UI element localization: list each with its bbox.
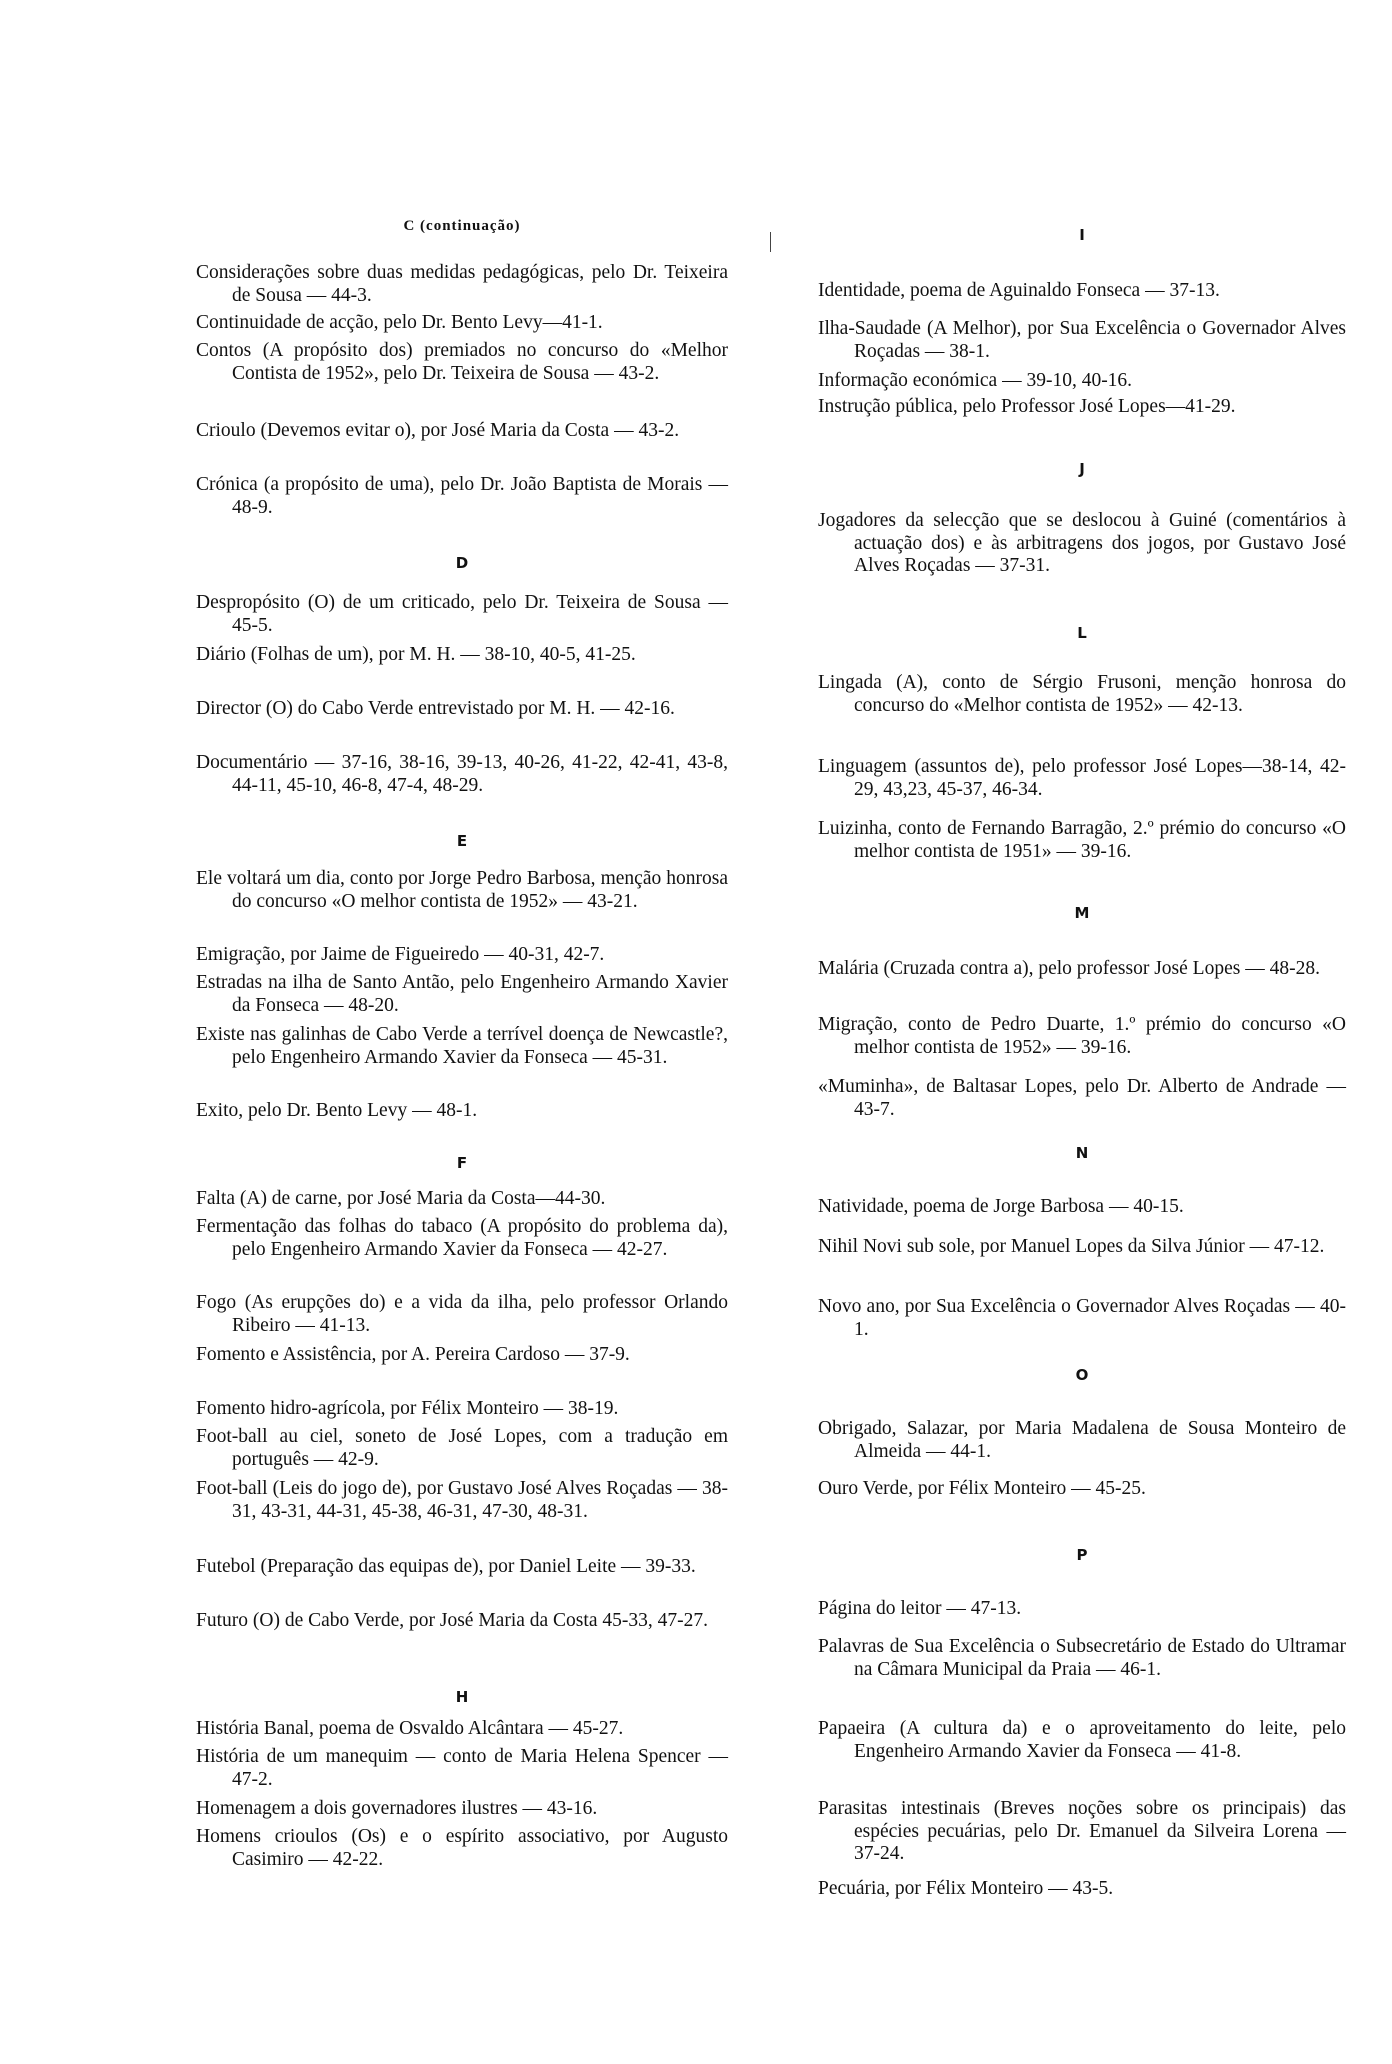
index-entry: Fomento hidro-agrícola, por Félix Monteiro — 38-19. (196, 1398, 619, 1419)
index-entry: Papaeira (A cultura da) e o aproveitamento do leite, pelo Engenheiro Armando Xavier da Fonseca — 41-8. (818, 1718, 1346, 1762)
index-entry: Contos (A propósito dos) premiados no concurso do «Melhor Contista de 1952», pelo Dr. Teixeira de Sousa — 43-2. (196, 340, 728, 384)
section-letter-l: L (1077, 624, 1087, 642)
index-entry: «Muminha», de Baltasar Lopes, pelo Dr. Alberto de Andrade — 43-7. (818, 1076, 1346, 1120)
index-entry: Fermentação das folhas do tabaco (A propósito do problema da), pelo Engenheiro Armando Xavier da Fonseca — 42-27. (196, 1216, 728, 1260)
index-entry: Obrigado, Salazar, por Maria Madalena de Sousa Monteiro de Almeida — 44-1. (818, 1418, 1346, 1462)
index-entry: Foot-ball au ciel, soneto de José Lopes, com a tradução em português — 42-9. (196, 1426, 728, 1470)
index-entry: Identidade, poema de Aguinaldo Fonseca — 37-13. (818, 280, 1220, 301)
index-entry: Informação económica — 39-10, 40-16. (818, 370, 1133, 391)
index-entry: Continuidade de acção, pelo Dr. Bento Levy—41-1. (196, 312, 603, 333)
index-entry: Futebol (Preparação das equipas de), por Daniel Leite — 39-33. (196, 1556, 696, 1577)
continuation-header: C (continuação) (403, 218, 521, 234)
index-entry: Crioulo (Devemos evitar o), por José Maria da Costa — 43-2. (196, 420, 680, 441)
index-entry: Falta (A) de carne, por José Maria da Costa—44-30. (196, 1188, 606, 1209)
index-entry: Despropósito (O) de um criticado, pelo Dr. Teixeira de Sousa — 45-5. (196, 592, 728, 636)
index-entry: Crónica (a propósito de uma), pelo Dr. João Baptista de Morais — 48-9. (196, 474, 728, 518)
index-entry: Considerações sobre duas medidas pedagógicas, pelo Dr. Teixeira de Sousa — 44-3. (196, 262, 728, 306)
index-entry: Emigração, por Jaime de Figueiredo — 40-31, 42-7. (196, 944, 605, 965)
index-entry: História Banal, poema de Osvaldo Alcântara — 45-27. (196, 1718, 624, 1739)
section-letter-e: E (456, 832, 468, 850)
index-entry: Página do leitor — 47-13. (818, 1598, 1022, 1619)
index-entry: Lingada (A), conto de Sérgio Frusoni, menção honrosa do concurso do «Melhor contista de 1952» — 42-13. (818, 672, 1346, 716)
index-entry: Ouro Verde, por Félix Monteiro — 45-25. (818, 1478, 1146, 1499)
section-letter-h: H (455, 1688, 469, 1706)
index-entry: Diário (Folhas de um), por M. H. — 38-10, 40-5, 41-25. (196, 644, 636, 665)
section-letter-n: N (1075, 1144, 1089, 1162)
index-entry: Ele voltará um dia, conto por Jorge Pedro Barbosa, menção honrosa do concurso «O melhor contista de 1952» — 43-21. (196, 868, 728, 912)
section-letter-f: F (456, 1154, 468, 1172)
index-entry: Foot-ball (Leis do jogo de), por Gustavo José Alves Roçadas — 38-31, 43-31, 44-31, 45-38, 46-31, 47-30, 48-31. (196, 1478, 728, 1522)
column-divider (770, 232, 771, 252)
section-letter-d: D (455, 554, 469, 572)
index-entry: Exito, pelo Dr. Bento Levy — 48-1. (196, 1100, 478, 1121)
section-letter-p: P (1076, 1546, 1088, 1564)
index-entry: Natividade, poema de Jorge Barbosa — 40-15. (818, 1196, 1184, 1217)
index-entry: Documentário — 37-16, 38-16, 39-13, 40-26, 41-22, 42-41, 43-8, 44-11, 45-10, 46-8, 47-4, 48-29. (196, 752, 728, 796)
index-entry: Parasitas intestinais (Breves noções sobre os principais) das espécies pecuárias, pelo Dr. Emanuel da Silveira Lorena — 37-24. (818, 1798, 1346, 1865)
index-entry: Futuro (O) de Cabo Verde, por José Maria da Costa 45-33, 47-27. (196, 1610, 708, 1631)
index-entry: Instrução pública, pelo Professor José Lopes—41-29. (818, 396, 1236, 417)
index-entry: Nihil Novi sub sole, por Manuel Lopes da Silva Júnior — 47-12. (818, 1236, 1325, 1257)
index-entry: Jogadores da selecção que se deslocou à Guiné (comentários à actuação dos) e às arbitragens dos jogos, por Gustavo José Alves Roçadas — 37-31. (818, 510, 1346, 577)
index-entry: Novo ano, por Sua Excelência o Governador Alves Roçadas — 40-1. (818, 1296, 1346, 1340)
index-entry: Estradas na ilha de Santo Antão, pelo Engenheiro Armando Xavier da Fonseca — 48-20. (196, 972, 728, 1016)
index-entry: Migração, conto de Pedro Duarte, 1.º prémio do concurso «O melhor contista de 1952» — 39-16. (818, 1014, 1346, 1058)
section-letter-o: O (1075, 1366, 1089, 1384)
section-letter-j: J (1079, 460, 1085, 478)
index-entry: Malária (Cruzada contra a), pelo professor José Lopes — 48-28. (818, 958, 1320, 979)
index-entry: Fomento e Assistência, por A. Pereira Cardoso — 37-9. (196, 1344, 630, 1365)
section-letter-m: M (1074, 904, 1090, 922)
index-entry: Homenagem a dois governadores ilustres — 43-16. (196, 1798, 598, 1819)
index-entry: Fogo (As erupções do) e a vida da ilha, pelo professor Orlando Ribeiro — 41-13. (196, 1292, 728, 1336)
index-entry: Linguagem (assuntos de), pelo professor José Lopes—38-14, 42-29, 43,23, 45-37, 46-34. (818, 756, 1346, 800)
index-entry: Palavras de Sua Excelência o Subsecretário de Estado do Ultramar na Câmara Municipal da Praia — 46-1. (818, 1636, 1346, 1680)
index-entry: Ilha-Saudade (A Melhor), por Sua Excelência o Governador Alves Roçadas — 38-1. (818, 318, 1346, 362)
index-entry: Pecuária, por Félix Monteiro — 43-5. (818, 1878, 1114, 1899)
index-entry: Existe nas galinhas de Cabo Verde a terrível doença de Newcastle?, pelo Engenheiro Armando Xavier da Fonseca — 45-31. (196, 1024, 728, 1068)
section-letter-i: I (1079, 226, 1085, 244)
index-entry: Homens crioulos (Os) e o espírito associativo, por Augusto Casimiro — 42-22. (196, 1826, 728, 1870)
index-entry: História de um manequim — conto de Maria Helena Spencer — 47-2. (196, 1746, 728, 1790)
index-entry: Luizinha, conto de Fernando Barragão, 2.º prémio do concurso «O melhor contista de 1951» — 39-16. (818, 818, 1346, 862)
index-entry: Director (O) do Cabo Verde entrevistado por M. H. — 42-16. (196, 698, 675, 719)
